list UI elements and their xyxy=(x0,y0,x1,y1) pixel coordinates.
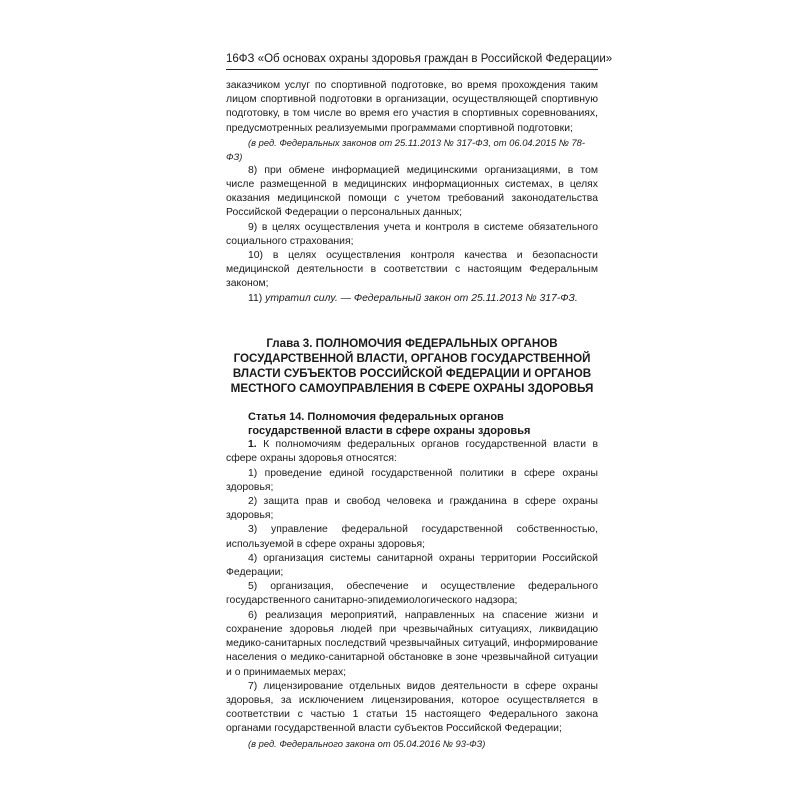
list-item-11 xyxy=(226,292,598,306)
paragraph-number: 1. xyxy=(248,439,257,451)
paragraph-text: К полномочиям федеральных органов государственной власти в сфере охраны здоровья относятся: xyxy=(226,439,598,465)
article-item-1: 1) проведение единой государственной политики в сфере охраны здоровья; xyxy=(226,467,598,493)
page-header xyxy=(226,52,613,70)
list-item-11-number: 11) xyxy=(248,292,263,304)
list-item-8: 8) при обмене информацией медицинскими организациями, в том числе размещенной в медицинских информационных системах, в целях оказания медицинской помощи с учетом требований законодательства Российской Федерации о персональных данных; xyxy=(226,164,598,219)
article-item-6: 6) реализация мероприятий, направленных на спасение жизни и сохранение здоровья людей при чрезвычайных ситуациях, ликвидацию медико-санитарных последствий чрезвычайных ситуаций, информирование населения о медико-санитарной обстановке в зоне чрезвычайной ситуации и о принимаемых мерах; xyxy=(226,609,598,678)
article-item-7: 7) лицензирование отдельных видов деятельности в сфере охраны здоровья, за исключением лицензирования, которое осуществляется в соответствии с частью 1 статьи 15 настоящего Федерального закона органами государственной власти субъектов Российской Федерации; xyxy=(226,680,598,735)
list-item-9: 9) в целях осуществления учета и контроля в системе обязательного социального страхования; xyxy=(226,221,598,247)
article-heading: Статья 14. Полномочия федеральных органов государственной власти в сфере охраны здоровья xyxy=(248,410,531,438)
book-page xyxy=(226,52,613,751)
article-item-2: 2) защита прав и свобод человека и гражданина в сфере охраны здоровья; xyxy=(226,496,598,522)
running-title: ФЗ «Об основах охраны здоровья граждан в Российской Федерации» xyxy=(238,53,613,65)
page-number: 16 xyxy=(226,53,239,65)
list-item-10: 10) в целях осуществления контроля качества и безопасности медицинской деятельности в соответствии с настоящим Федеральным законом; xyxy=(226,250,598,290)
chapter-heading: Глава 3. ПОЛНОМОЧИЯ ФЕДЕРАЛЬНЫХ ОРГАНОВ ГОСУДАРСТВЕННОЙ ВЛАСТИ, ОРГАНОВ ГОСУДАРСТВЕННОЙ ВЛАСТИ СУБЪЕКТОВ РОССИЙСКОЙ ФЕДЕРАЦИИ И ОРГАНОВ МЕСТНОГО САМОУПРАВЛЕНИЯ В СФЕРЕ ОХРАНЫ ЗДОРОВЬЯ xyxy=(230,336,594,395)
amendment-note: (в ред. Федерального закона от 05.04.2016 № 93-ФЗ) xyxy=(248,737,486,749)
article-item-3: 3) управление федеральной государственной собственностью, используемой в сфере охраны здоровья; xyxy=(226,524,598,550)
article-paragraph-1 xyxy=(226,438,598,466)
article-item-4: 4) организация системы санитарной охраны территории Российской Федерации; xyxy=(226,552,598,579)
amendment-note: (в ред. Федеральных законов от 25.11.2013 № 317-ФЗ, от 06.04.2015 № 78-ФЗ) xyxy=(226,136,586,162)
article-item-5: 5) организация, обеспечение и осуществление федерального государственного санитарно-эпидемиологического надзора; xyxy=(226,581,598,607)
list-item-11-text: утратил силу. — Федеральный закон от 25.11.2013 № 317-ФЗ. xyxy=(265,292,578,304)
continuation-paragraph: заказчиком услуг по спортивной подготовке, во время прохождения таким лицом спортивной подготовки в организации, осуществляющей спортивную подготовку, в том числе во время его участия в спортивных соревнованиях, предусмотренных реализуемыми программами спортивной подготовки; xyxy=(226,80,598,134)
page-body xyxy=(226,79,598,751)
